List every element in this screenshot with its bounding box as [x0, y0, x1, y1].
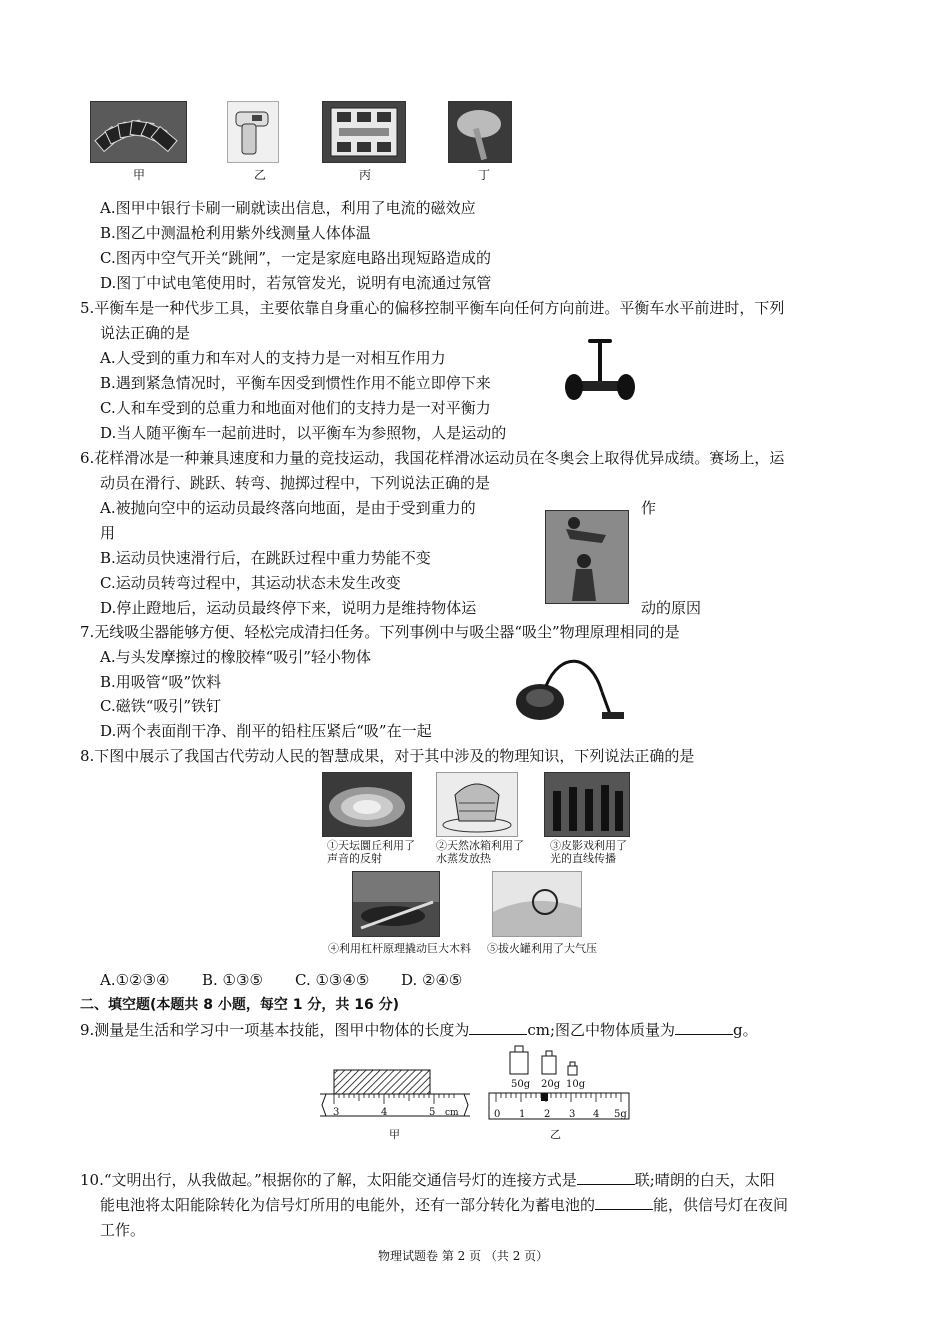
q5-option-d: D.当人随平衡车一起前进时，以平衡车为参照物，人是运动的: [100, 424, 507, 442]
q8-answer-b: B. ①③⑤: [202, 971, 263, 989]
test-pen-hand-icon: [449, 102, 511, 162]
circular-altar-icon: [323, 773, 411, 836]
q8-answer-d: D. ②④⑤: [401, 971, 463, 989]
q9-text-part2: cm;图乙中物体质量为: [527, 1021, 676, 1039]
scale-label-5g: 5g: [614, 1109, 627, 1120]
scale-label-1: 1: [519, 1109, 526, 1120]
rider-indicator: [541, 1093, 548, 1101]
bank-cards-icon: [91, 102, 186, 162]
q6-option-d-tail: 动的原因: [641, 599, 702, 617]
q10-line2: [100, 1195, 788, 1215]
circuit-breaker-photo: [322, 101, 406, 163]
q5-stem-line2: 说法正确的是: [100, 324, 191, 342]
q8-stem: 8.下图中展示了我国古代劳动人民的智慧成果，对于其中涉及的物理知识，下列说法正确的是: [80, 747, 695, 765]
ruler-label-cm: cm: [445, 1108, 459, 1118]
q8-fig4-photo: [352, 871, 440, 937]
q7-stem: 7.无线吸尘器能够方便、轻松完成清扫任务。下列事例中与吸尘器“吸尘”物理原理相同的是: [80, 623, 680, 641]
q10-connection-blank[interactable]: [577, 1170, 635, 1185]
q8-fig2-caption-2: 水蒸发放热: [436, 852, 491, 865]
q9-text: [80, 1020, 758, 1040]
q4-fig-label-bing: 丙: [359, 168, 372, 182]
q6-option-a-wrap: 用: [100, 524, 116, 542]
q8-fig2-photo: [436, 772, 518, 837]
q8-fig3-photo: [544, 772, 630, 837]
q9-text-part3: g。: [733, 1021, 758, 1039]
q8-fig3-caption-1: ③皮影戏利用了: [550, 839, 627, 852]
q5-option-b: B.遇到紧急情况时，平衡车因受到惯性作用不能立即停下来: [100, 374, 491, 392]
ruler-label-4: 4: [381, 1107, 388, 1118]
q8-fig2-caption-1: ②天然冰箱利用了: [436, 839, 524, 852]
q6-option-b: B.运动员快速滑行后，在跳跃过程中重力势能不变: [100, 549, 431, 567]
q7-option-d: D.两个表面削干净、削平的铅柱压紧后“吸”在一起: [100, 722, 432, 740]
test-pen-photo: [448, 101, 512, 163]
weight-label-10g: 10g: [566, 1079, 586, 1090]
q7-option-a: A.与头发摩擦过的橡胶棒“吸引”轻小物体: [100, 648, 371, 666]
vacuum-cleaner-icon: [510, 652, 630, 724]
q8-fig1-caption-2: 声音的反射: [327, 852, 382, 865]
scale-label-2: 2: [544, 1109, 551, 1120]
q8-fig5-caption: ⑤拔火罐利用了大气压: [487, 942, 597, 955]
weight-10g: [568, 1066, 577, 1075]
page-footer: 物理试题卷 第 2 页 （共 2 页）: [378, 1249, 549, 1263]
ruler-label-5: 5: [429, 1107, 436, 1118]
balance-scale-bar: [488, 1092, 630, 1122]
q8-answer-c: C. ①③④⑤: [295, 971, 370, 989]
q5-option-a: A.人受到的重力和车对人的支持力是一对相互作用力: [100, 349, 446, 367]
section-2-title: 二、填空题(本题共 8 小题，每空 1 分，共 16 分): [80, 997, 400, 1013]
shadow-play-icon: [545, 773, 629, 836]
natural-fridge-icon: [437, 773, 517, 836]
thermometer-gun-icon: [228, 102, 278, 162]
measured-object: [334, 1070, 430, 1094]
q4-option-a: A.图甲中银行卡刷一刷就读出信息，利用了电流的磁效应: [100, 199, 476, 217]
q8-fig4-caption: ④利用杠杆原理撬动巨大木料: [328, 942, 471, 955]
q8-answer-a: A.①②③④: [100, 971, 170, 989]
q7-option-b: B.用吸管“吸”饮料: [100, 673, 222, 691]
q4-fig-label-jia: 甲: [133, 168, 146, 182]
q5-option-c: C.人和车受到的总重力和地面对他们的支持力是一对平衡力: [100, 399, 491, 417]
balance-scooter-icon: [560, 335, 640, 405]
q9-text-part1: 9.测量是生活和学习中一项基本技能，图甲中物体的长度为: [80, 1021, 470, 1039]
scale-label-4: 4: [593, 1109, 600, 1120]
thermometer-gun-photo: [227, 101, 279, 163]
q10-line1-part1: 10.“文明出行，从我做起。”根据你的了解，太阳能交通信号灯的连接方式是: [80, 1171, 577, 1189]
q10-line1-part2: 联;晴朗的白天，太阳: [634, 1171, 775, 1189]
q4-option-b: B.图乙中测温枪利用紫外线测量人体体温: [100, 224, 371, 242]
circuit-breaker-icon: [323, 102, 405, 162]
q6-option-a: A.被抛向空中的运动员最终落向地面，是由于受到重力的: [100, 499, 476, 517]
q8-fig5-photo: [492, 871, 582, 937]
q8-fig1-caption-1: ①天坛圜丘利用了: [327, 839, 415, 852]
q9-fig-label-jia: 甲: [389, 1128, 400, 1141]
weight-50g: [510, 1052, 528, 1074]
weight-20g: [542, 1056, 556, 1074]
q10-line2-part1: 能电池将太阳能除转化为信号灯所用的电能外，还有一部分转化为蓄电池的: [100, 1196, 596, 1214]
q5-stem-line1: 5.平衡车是一种代步工具，主要依靠自身重心的偏移控制平衡车向任何方向前进。平衡车水平前进时，下列: [80, 299, 785, 317]
scale-label-0: 0: [494, 1109, 501, 1120]
weight-label-50g: 50g: [511, 1079, 531, 1090]
lever-log-icon: [353, 872, 439, 936]
q4-option-c: C.图丙中空气开关“跳闸”，一定是家庭电路出现短路造成的: [100, 249, 492, 267]
q10-line2-part2: 能，供信号灯在夜间: [653, 1196, 789, 1214]
q6-option-a-tail: 作: [641, 499, 657, 517]
ruler-ticks: [334, 1094, 454, 1104]
q9-mass-blank[interactable]: [675, 1020, 733, 1035]
q6-option-c: C.运动员转弯过程中，其运动状态未发生改变: [100, 574, 401, 592]
q4-fig-label-ding: 丁: [478, 168, 491, 182]
q6-stem-line1: 6.花样滑冰是一种兼具速度和力量的竞技运动，我国花样滑冰运动员在冬奥会上取得优异成绩。赛场上，运: [80, 449, 785, 467]
q9-length-blank[interactable]: [469, 1020, 527, 1035]
q6-option-d: D.停止蹬地后，运动员最终停下来，说明力是维持物体运: [100, 599, 477, 617]
q4-fig-label-yi: 乙: [254, 168, 267, 182]
scale-label-3: 3: [569, 1109, 576, 1120]
q7-option-c: C.磁铁“吸引”铁钉: [100, 697, 222, 715]
bank-cards-photo: [90, 101, 187, 163]
q8-fig1-photo: [322, 772, 412, 837]
weight-label-20g: 20g: [541, 1079, 561, 1090]
cupping-icon: [493, 872, 581, 936]
ruler-label-3: 3: [333, 1107, 340, 1118]
q6-stem-line2: 动员在滑行、跳跃、转弯、抛掷过程中，下列说法正确的是: [100, 474, 491, 492]
figure-skating-photo: [545, 510, 629, 604]
skaters-icon: [546, 511, 628, 603]
q4-option-d: D.图丁中试电笔使用时，若氖管发光，说明有电流通过氖管: [100, 274, 492, 292]
q10-line3: 工作。: [100, 1221, 146, 1239]
q10-energy-blank[interactable]: [595, 1195, 653, 1210]
q10-line1: [80, 1170, 775, 1190]
q8-fig3-caption-2: 光的直线传播: [550, 852, 616, 865]
q9-fig-label-yi: 乙: [550, 1128, 561, 1141]
